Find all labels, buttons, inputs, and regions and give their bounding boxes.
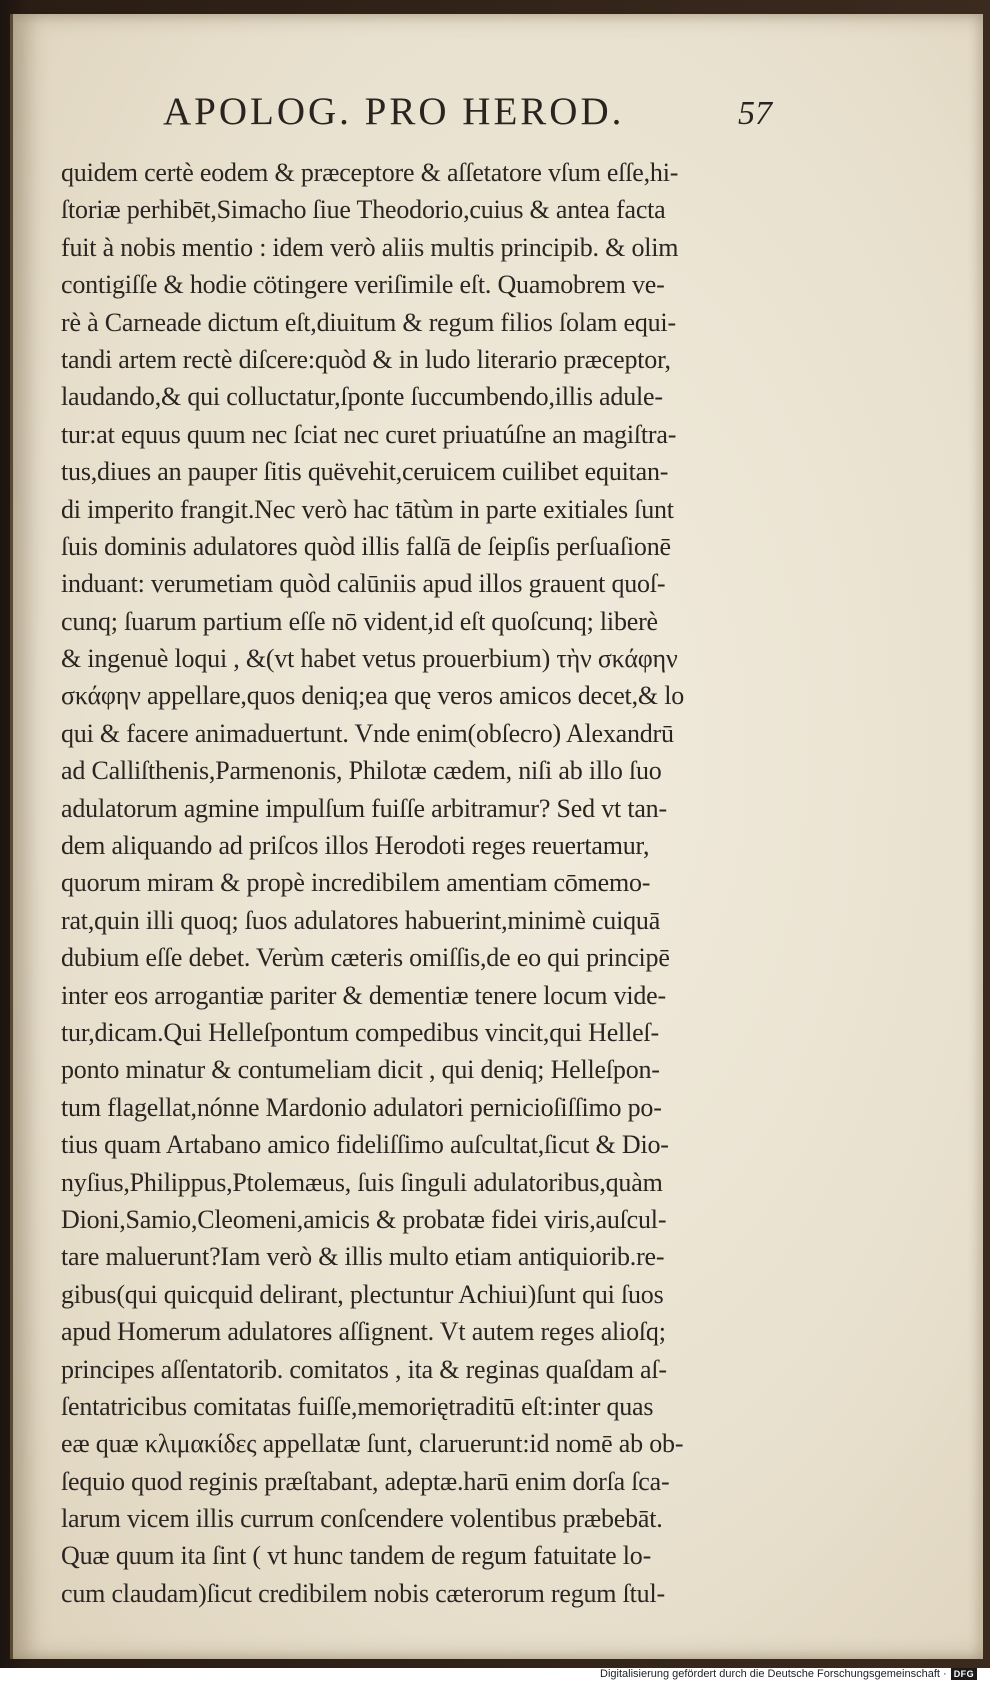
footer-credit: Digitalisierung gefördert durch die Deutsche Forschungsgemeinschaft · [600, 1668, 947, 1680]
text-line: adulatorum agmine impulſum fuiſſe arbitramur? Sed vt tan- [61, 793, 667, 823]
text-line: tur:at equus quum nec ſciat nec curet priuatúſne an magiſtra- [61, 419, 677, 449]
text-line: dem aliquando ad priſcos illos Herodoti reges reuertamur, [61, 831, 650, 861]
text-line: & ingenuè loqui , &(vt habet vetus prouerbium) τὴν σκάφην [61, 644, 678, 674]
text-line: induant: verumetiam quòd calūniis apud illos grauent quoſ- [61, 569, 666, 599]
text-line: cum claudam)ſicut credibilem nobis cæterorum regum ſtul- [61, 1578, 665, 1608]
running-head [13, 89, 983, 149]
running-head-title: APOLOG. PRO HEROD. [163, 90, 625, 133]
text-line: contigiſſe & hodie cötingere veriſimile eſt. Quamobrem ve- [61, 270, 665, 300]
text-line: ad Calliſthenis,Parmenonis, Philotæ cædem, niſi ab illo ſuo [61, 756, 662, 786]
text-line: ſequio quod reginis præſtabant, adeptæ.harū enim dorſa ſca- [61, 1466, 670, 1496]
text-line: principes aſſentatorib. comitatos , ita & reginas quaſdam aſ- [61, 1354, 667, 1384]
text-line: tus,diues an pauper ſitis quëvehit,ceruicem cuilibet equitan- [61, 457, 669, 487]
text-line: ſuis dominis adulatores quòd illis falſā de ſeipſis perſuaſionē [61, 531, 671, 561]
text-line: tum flagellat,nónne Mardonio adulatori pernicioſiſſimo po- [61, 1092, 662, 1122]
text-line: quidem certè eodem & præceptore & aſſetatore vſum eſſe,hi- [61, 158, 679, 187]
text-line: tur,dicam.Qui Helleſpontum compedibus vincit,qui Helleſ- [61, 1017, 659, 1047]
text-line: ponto minatur & contumeliam dicit , qui deniq; Helleſpon- [61, 1055, 660, 1085]
text-line: cunq; ſuarum partium eſſe nō vident,id eſt quoſcunq; liberè [61, 606, 658, 636]
footer [600, 1664, 977, 1684]
text-line: laudando,& qui colluctatur,ſponte ſuccumbendo,illis adule- [61, 382, 663, 412]
text-line: eæ quæ κλιμακίδες appellatæ ſunt, claruerunt:id nomē ab ob- [61, 1429, 684, 1459]
text-line: apud Homerum adulatores aſſignent. Vt autem reges alioſq; [61, 1317, 666, 1347]
text-line: larum vicem illis currum conſcendere volentibus præbebāt. [61, 1504, 663, 1534]
text-line: qui & facere animaduertunt. Vnde enim(obſecro) Alexandrū [61, 718, 674, 748]
text-line: dubium eſſe debet. Verùm cæteris omiſſis,de eo qui principē [61, 943, 670, 973]
dfg-logo: DFG [951, 1668, 978, 1680]
text-line: fuit à nobis mentio : idem verò aliis multis principib. & olim [61, 232, 679, 262]
text-line: rat,quin illi quoq; ſuos adulatores habuerint,minimè cuiquā [61, 905, 661, 935]
text-line: inter eos arrogantiæ pariter & dementiæ tenere locum vide- [61, 980, 666, 1010]
text-line: nyſius,Philippus,Ptolemæus, ſuis ſinguli adulatoribus,quàm [61, 1167, 663, 1197]
text-line: rè à Carneade dictum eſt,diuitum & regum filios ſolam equi- [61, 307, 676, 337]
text-line: tandi artem rectè diſcere:quòd & in ludo literario præceptor, [61, 344, 671, 374]
page-number: 57 [738, 95, 772, 132]
book-page [10, 14, 983, 1659]
text-line: tius quam Artabano amico fideliſſimo auſcultat,ſicut & Dio- [61, 1130, 669, 1160]
text-line: ſentatricibus comitatas fuiſſe,memoriętraditū eſt:inter quas [61, 1391, 654, 1421]
text-line: Quæ quum ita ſint ( vt hunc tandem de regum fatuitate lo- [61, 1541, 652, 1571]
text-line: quorum miram & propè incredibilem amentiam cōmemo- [61, 868, 651, 898]
text-line: tare maluerunt?Iam verò & illis multo etiam antiquiorib.re- [61, 1242, 665, 1272]
text-line: gibus(qui quicquid delirant, plectuntur Achiui)ſunt qui ſuos [61, 1279, 664, 1309]
text-line: di imperito frangit.Nec verò hac tātùm in parte exitiales ſunt [61, 494, 674, 524]
body-text [61, 154, 786, 1612]
text-line: ſtoriæ perhibēt,Simacho ſiue Theodorio,cuius & antea facta [61, 195, 666, 225]
text-line: σκάφην appellare,quos deniq;ea quę veros amicos decet,& lo [61, 681, 685, 711]
text-line: Dioni,Samio,Cleomeni,amicis & probatæ fidei viris,auſcul- [61, 1204, 667, 1234]
